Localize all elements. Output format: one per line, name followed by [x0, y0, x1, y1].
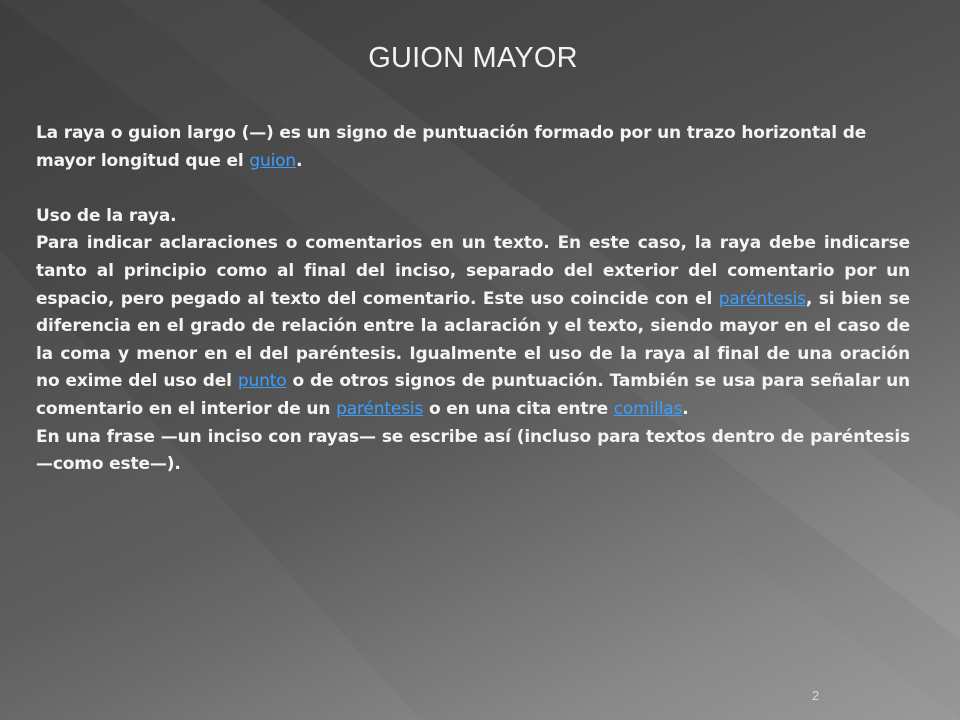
intro-paragraph — [36, 120, 910, 175]
slide-title: GUION MAYOR — [368, 42, 578, 74]
slide-content — [36, 120, 910, 479]
uso-heading: Uso de la raya. — [36, 205, 177, 226]
page-number: 2 — [812, 688, 820, 703]
uso-text-d: o en una cita entre — [423, 398, 614, 419]
link-punto[interactable]: punto — [237, 371, 287, 392]
uso-text-c: o de otros signos de puntuación. También se usa para señalar un comentario en el interior de un — [36, 371, 910, 419]
link-guion[interactable]: guion — [249, 150, 297, 171]
uso-paragraph-2: En una frase —un inciso con rayas— se escribe así (incluso para textos dentro de paréntesis —como este—). — [36, 426, 910, 475]
uso-text-b: , si bien se diferencia en el grado de relación entre la aclaración y el texto, siendo mayor en el caso de la coma y menor en el del paréntesis. Igualmente el uso de la raya al final de una oración no exime del uso del — [36, 288, 910, 392]
link-parentesis-2[interactable]: paréntesis — [336, 398, 424, 419]
uso-paragraph-1 — [36, 230, 910, 423]
intro-text-end: . — [296, 150, 303, 171]
uso-text-a: Para indicar aclaraciones o comentarios en un texto. En este caso, la raya debe indicarse tanto al principio como al final del inciso, separado del exterior del comentario por un espacio, pero pegado al texto del comentario. Este uso coincide con el — [36, 233, 910, 309]
link-comillas[interactable]: comillas — [613, 398, 683, 419]
paragraph-spacer — [36, 175, 910, 203]
uso-text-e: . — [682, 398, 689, 419]
intro-text: La raya o guion largo (—) es un signo de puntuación formado por un trazo horizontal de mayor longitud que el — [36, 123, 867, 171]
link-parentesis-1[interactable]: paréntesis — [718, 288, 806, 309]
